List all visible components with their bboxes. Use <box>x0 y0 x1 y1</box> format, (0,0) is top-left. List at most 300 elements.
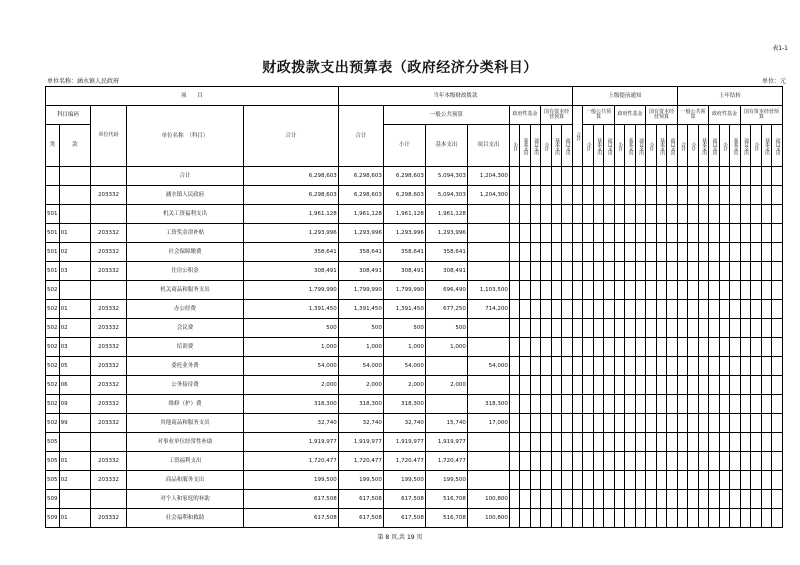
header-lg-basic: 基本支出 <box>701 137 708 154</box>
row-empty-cell <box>709 319 719 338</box>
row-sum: 308,491 <box>338 262 383 281</box>
row-empty-cell <box>583 300 593 319</box>
row-empty-cell <box>541 205 551 224</box>
row-empty-cell <box>730 262 740 281</box>
row-sum: 54,000 <box>338 357 383 376</box>
row-empty-cell <box>614 452 624 471</box>
row-basic: 677,250 <box>425 300 467 319</box>
row-empty-cell <box>614 319 624 338</box>
row-empty-cell <box>698 414 708 433</box>
row-project <box>467 452 509 471</box>
row-subtotal: 199,500 <box>383 471 425 490</box>
row-empty-cell <box>751 224 761 243</box>
row-empty-cell <box>761 452 771 471</box>
row-empty-cell <box>677 167 687 186</box>
row-item <box>59 167 90 186</box>
row-empty-cell <box>635 243 645 262</box>
row-empty-cell <box>509 490 519 509</box>
row-name: 维修（护）费 <box>126 395 244 414</box>
row-total: 54,000 <box>244 357 338 376</box>
row-empty-cell <box>562 167 573 186</box>
row-empty-cell <box>730 300 740 319</box>
row-total: 1,000 <box>244 338 338 357</box>
header-us-basic: 基本支出 <box>659 137 665 154</box>
header-current-year: 当年本级财政拨款 <box>338 87 572 106</box>
row-empty-cell <box>551 509 561 528</box>
row-class: 502 <box>46 319 60 338</box>
row-subtotal: 1,720,477 <box>383 452 425 471</box>
row-empty-cell <box>520 490 530 509</box>
row-empty-cell <box>530 167 540 186</box>
row-empty-cell <box>551 319 561 338</box>
row-empty-cell <box>667 490 678 509</box>
row-empty-cell <box>551 395 561 414</box>
row-empty-cell <box>751 167 761 186</box>
row-empty-cell <box>551 490 561 509</box>
row-name: 会议费 <box>126 319 244 338</box>
table-body <box>46 167 783 528</box>
row-subtotal: 6,298,603 <box>383 167 425 186</box>
row-empty-cell <box>509 433 519 452</box>
row-name: 对事业单位经常性补助 <box>126 433 244 452</box>
row-empty-cell <box>719 433 729 452</box>
header-lf-basic: 基本支出 <box>732 137 739 154</box>
row-empty-cell <box>730 338 740 357</box>
row-item: 03 <box>59 262 90 281</box>
row-item: 01 <box>59 452 90 471</box>
row-basic: 15,740 <box>425 414 467 433</box>
table-row <box>46 243 783 262</box>
row-basic <box>425 395 467 414</box>
row-empty-cell <box>646 262 656 281</box>
row-empty-cell <box>740 262 750 281</box>
row-empty-cell <box>698 452 708 471</box>
row-empty-cell <box>646 243 656 262</box>
row-empty-cell <box>698 433 708 452</box>
row-empty-cell <box>656 433 666 452</box>
header-gov-fund: 政府性基金 <box>509 106 540 125</box>
row-empty-cell <box>709 376 719 395</box>
row-sum: 500 <box>338 319 383 338</box>
row-empty-cell <box>646 338 656 357</box>
row-total: 1,799,990 <box>244 281 338 300</box>
row-empty-cell <box>688 509 698 528</box>
row-empty-cell <box>530 452 540 471</box>
row-empty-cell <box>593 452 603 471</box>
row-empty-cell <box>740 300 750 319</box>
row-class <box>46 167 60 186</box>
row-empty-cell <box>572 281 582 300</box>
row-empty-cell <box>677 319 687 338</box>
row-empty-cell <box>583 224 593 243</box>
row-empty-cell <box>509 414 519 433</box>
row-empty-cell <box>520 509 530 528</box>
row-empty-cell <box>761 414 771 433</box>
row-empty-cell <box>677 452 687 471</box>
row-empty-cell <box>709 509 719 528</box>
row-empty-cell <box>656 509 666 528</box>
row-empty-cell <box>740 224 750 243</box>
row-empty-cell <box>667 186 678 205</box>
row-empty-cell <box>572 395 582 414</box>
row-empty-cell <box>625 376 635 395</box>
row-empty-cell <box>625 452 635 471</box>
header-project: 项 目 <box>46 87 339 106</box>
row-subtotal: 318,300 <box>383 395 425 414</box>
row-empty-cell <box>635 167 645 186</box>
row-empty-cell <box>688 224 698 243</box>
row-empty-cell <box>551 300 561 319</box>
row-empty-cell <box>677 490 687 509</box>
row-empty-cell <box>751 357 761 376</box>
row-empty-cell <box>572 243 582 262</box>
header-last-gov-fund: 政府性基金 <box>709 106 740 125</box>
row-empty-cell <box>572 490 582 509</box>
row-empty-cell <box>604 376 614 395</box>
row-empty-cell <box>751 338 761 357</box>
row-empty-cell <box>614 395 624 414</box>
row-empty-cell <box>625 471 635 490</box>
row-empty-cell <box>562 205 573 224</box>
sheet-tag: 表1-1 <box>772 45 788 52</box>
row-empty-cell <box>772 319 783 338</box>
row-empty-cell <box>761 357 771 376</box>
table-row <box>46 357 783 376</box>
row-empty-cell <box>572 452 582 471</box>
header-lg-subtotal: 小计 <box>690 141 697 150</box>
row-empty-cell <box>635 433 645 452</box>
row-empty-cell <box>572 357 582 376</box>
row-subtotal: 1,000 <box>383 338 425 357</box>
row-empty-cell <box>688 376 698 395</box>
row-empty-cell <box>520 319 530 338</box>
row-empty-cell <box>656 357 666 376</box>
row-empty-cell <box>730 376 740 395</box>
row-empty-cell <box>604 319 614 338</box>
row-empty-cell <box>593 167 603 186</box>
header-ls-subtotal: 小计 <box>753 141 760 150</box>
row-empty-cell <box>646 471 656 490</box>
row-class: 509 <box>46 509 60 528</box>
row-empty-cell <box>709 262 719 281</box>
row-basic: 500 <box>425 319 467 338</box>
header-ug-subtotal: 小计 <box>585 141 592 150</box>
row-empty-cell <box>761 319 771 338</box>
row-empty-cell <box>740 167 750 186</box>
row-empty-cell <box>730 452 740 471</box>
row-empty-cell <box>761 490 771 509</box>
row-unit-code <box>91 205 127 224</box>
row-total: 1,293,996 <box>244 224 338 243</box>
row-empty-cell <box>688 205 698 224</box>
row-empty-cell <box>730 243 740 262</box>
unit-label: 单位：元 <box>761 78 786 85</box>
row-empty-cell <box>719 376 729 395</box>
row-empty-cell <box>614 376 624 395</box>
row-empty-cell <box>740 281 750 300</box>
row-item <box>59 490 90 509</box>
row-unit-code: 203332 <box>91 509 127 528</box>
row-empty-cell <box>688 490 698 509</box>
row-unit-code: 203332 <box>91 395 127 414</box>
table-row <box>46 490 783 509</box>
row-empty-cell <box>656 338 666 357</box>
row-empty-cell <box>677 395 687 414</box>
row-subtotal: 358,641 <box>383 243 425 262</box>
row-empty-cell <box>509 395 519 414</box>
row-empty-cell <box>541 414 551 433</box>
row-empty-cell <box>772 357 783 376</box>
row-class: 501 <box>46 224 60 243</box>
row-empty-cell <box>520 300 530 319</box>
row-empty-cell <box>530 205 540 224</box>
row-empty-cell <box>541 300 551 319</box>
row-item <box>59 281 90 300</box>
row-empty-cell <box>751 205 761 224</box>
row-empty-cell <box>530 414 540 433</box>
row-empty-cell <box>667 262 678 281</box>
row-empty-cell <box>583 243 593 262</box>
row-empty-cell <box>604 338 614 357</box>
row-unit-code: 203332 <box>91 471 127 490</box>
row-class: 502 <box>46 281 60 300</box>
row-basic: 2,000 <box>425 376 467 395</box>
row-empty-cell <box>751 300 761 319</box>
row-basic: 5,094,303 <box>425 167 467 186</box>
row-empty-cell <box>709 338 719 357</box>
row-empty-cell <box>583 338 593 357</box>
row-subtotal: 6,298,603 <box>383 186 425 205</box>
row-total: 617,508 <box>244 509 338 528</box>
row-sum: 6,298,603 <box>338 186 383 205</box>
row-item: 01 <box>59 224 90 243</box>
row-empty-cell <box>520 471 530 490</box>
row-empty-cell <box>520 338 530 357</box>
table-row <box>46 414 783 433</box>
row-empty-cell <box>656 167 666 186</box>
row-empty-cell <box>562 357 573 376</box>
row-empty-cell <box>625 243 635 262</box>
row-project <box>467 262 509 281</box>
row-empty-cell <box>646 395 656 414</box>
row-empty-cell <box>677 224 687 243</box>
table-row <box>46 452 783 471</box>
row-empty-cell <box>740 452 750 471</box>
row-subtotal: 1,293,996 <box>383 224 425 243</box>
row-empty-cell <box>772 509 783 528</box>
row-empty-cell <box>625 338 635 357</box>
row-empty-cell <box>635 509 645 528</box>
row-empty-cell <box>509 205 519 224</box>
row-empty-cell <box>520 167 530 186</box>
row-total: 308,491 <box>244 262 338 281</box>
row-empty-cell <box>583 490 593 509</box>
row-name: 委托业务费 <box>126 357 244 376</box>
table-row <box>46 376 783 395</box>
row-total: 500 <box>244 319 338 338</box>
row-class: 502 <box>46 357 60 376</box>
row-empty-cell <box>625 319 635 338</box>
row-empty-cell <box>530 376 540 395</box>
row-empty-cell <box>593 338 603 357</box>
row-class: 502 <box>46 338 60 357</box>
row-empty-cell <box>656 186 666 205</box>
row-empty-cell <box>688 186 698 205</box>
header-basic: 基本支出 <box>425 125 467 167</box>
row-sum: 32,740 <box>338 414 383 433</box>
row-basic: 1,720,477 <box>425 452 467 471</box>
row-empty-cell <box>562 300 573 319</box>
row-empty-cell <box>593 186 603 205</box>
row-empty-cell <box>656 471 666 490</box>
row-empty-cell <box>751 243 761 262</box>
row-sum: 1,720,477 <box>338 452 383 471</box>
header-unit-code: 单位代码 <box>91 106 127 167</box>
row-project <box>467 471 509 490</box>
row-empty-cell <box>761 205 771 224</box>
row-empty-cell <box>677 281 687 300</box>
row-empty-cell <box>772 452 783 471</box>
row-empty-cell <box>677 357 687 376</box>
row-unit-code: 203332 <box>91 243 127 262</box>
row-empty-cell <box>509 167 519 186</box>
row-empty-cell <box>614 338 624 357</box>
row-unit-code: 203332 <box>91 262 127 281</box>
row-empty-cell <box>625 281 635 300</box>
row-subtotal: 500 <box>383 319 425 338</box>
row-sum: 1,000 <box>338 338 383 357</box>
row-project: 714,200 <box>467 300 509 319</box>
row-empty-cell <box>583 471 593 490</box>
page-footer: 第 8 页,共 19 页 <box>377 534 423 541</box>
row-unit-code: 203332 <box>91 186 127 205</box>
row-name: 其他商品和服务支出 <box>126 414 244 433</box>
row-unit-code: 203332 <box>91 452 127 471</box>
row-empty-cell <box>614 224 624 243</box>
row-empty-cell <box>772 243 783 262</box>
row-empty-cell <box>562 376 573 395</box>
header-ug-basic: 基本支出 <box>596 137 603 154</box>
row-empty-cell <box>583 186 593 205</box>
row-empty-cell <box>667 205 678 224</box>
row-subtotal: 1,961,128 <box>383 205 425 224</box>
row-sum: 617,508 <box>338 490 383 509</box>
row-empty-cell <box>740 490 750 509</box>
row-empty-cell <box>698 471 708 490</box>
row-empty-cell <box>551 471 561 490</box>
row-item <box>59 205 90 224</box>
row-empty-cell <box>688 167 698 186</box>
row-class: 509 <box>46 490 60 509</box>
row-class: 502 <box>46 395 60 414</box>
row-empty-cell <box>667 414 678 433</box>
row-empty-cell <box>751 490 761 509</box>
header-uf-subtotal: 小计 <box>617 141 624 150</box>
row-item: 06 <box>59 376 90 395</box>
page-title: 财政拨款支出预算表（政府经济分类科目） <box>262 60 538 76</box>
row-empty-cell <box>656 243 666 262</box>
row-empty-cell <box>625 357 635 376</box>
row-empty-cell <box>761 186 771 205</box>
row-total: 32,740 <box>244 414 338 433</box>
row-empty-cell <box>509 281 519 300</box>
row-project <box>467 376 509 395</box>
row-empty-cell <box>635 376 645 395</box>
row-empty-cell <box>541 319 551 338</box>
row-unit-code: 203332 <box>91 357 127 376</box>
row-empty-cell <box>761 433 771 452</box>
row-empty-cell <box>719 414 729 433</box>
row-empty-cell <box>520 452 530 471</box>
row-empty-cell <box>635 338 645 357</box>
row-empty-cell <box>530 433 540 452</box>
row-empty-cell <box>761 395 771 414</box>
row-empty-cell <box>656 262 666 281</box>
row-empty-cell <box>646 281 656 300</box>
row-empty-cell <box>604 205 614 224</box>
row-empty-cell <box>551 167 561 186</box>
row-empty-cell <box>719 300 729 319</box>
row-empty-cell <box>709 300 719 319</box>
row-empty-cell <box>520 433 530 452</box>
row-empty-cell <box>551 186 561 205</box>
row-sum: 1,391,450 <box>338 300 383 319</box>
row-empty-cell <box>541 471 551 490</box>
header-subtotal: 小计 <box>383 125 425 167</box>
row-empty-cell <box>509 509 519 528</box>
row-item: 01 <box>59 509 90 528</box>
row-empty-cell <box>730 395 740 414</box>
row-empty-cell <box>551 433 561 452</box>
row-name: 工资奖金津补贴 <box>126 224 244 243</box>
row-empty-cell <box>530 319 540 338</box>
row-empty-cell <box>572 262 582 281</box>
row-name: 公务接待费 <box>126 376 244 395</box>
row-empty-cell <box>646 414 656 433</box>
row-empty-cell <box>562 319 573 338</box>
row-empty-cell <box>635 224 645 243</box>
row-empty-cell <box>614 357 624 376</box>
row-empty-cell <box>635 452 645 471</box>
row-empty-cell <box>583 376 593 395</box>
row-empty-cell <box>646 319 656 338</box>
row-total: 6,298,603 <box>244 186 338 205</box>
row-empty-cell <box>772 376 783 395</box>
row-basic: 696,490 <box>425 281 467 300</box>
row-basic: 516,708 <box>425 490 467 509</box>
row-empty-cell <box>751 471 761 490</box>
row-empty-cell <box>751 319 761 338</box>
row-empty-cell <box>751 433 761 452</box>
row-sum: 1,919,977 <box>338 433 383 452</box>
header-sum: 合计 <box>338 106 383 167</box>
row-empty-cell <box>709 357 719 376</box>
row-empty-cell <box>593 357 603 376</box>
row-empty-cell <box>541 186 551 205</box>
row-empty-cell <box>551 357 561 376</box>
row-empty-cell <box>698 509 708 528</box>
row-empty-cell <box>646 224 656 243</box>
row-empty-cell <box>761 471 771 490</box>
row-empty-cell <box>635 281 645 300</box>
row-empty-cell <box>604 186 614 205</box>
row-item: 03 <box>59 338 90 357</box>
row-empty-cell <box>551 243 561 262</box>
row-empty-cell <box>667 395 678 414</box>
row-empty-cell <box>541 243 551 262</box>
row-empty-cell <box>667 452 678 471</box>
row-empty-cell <box>730 509 740 528</box>
